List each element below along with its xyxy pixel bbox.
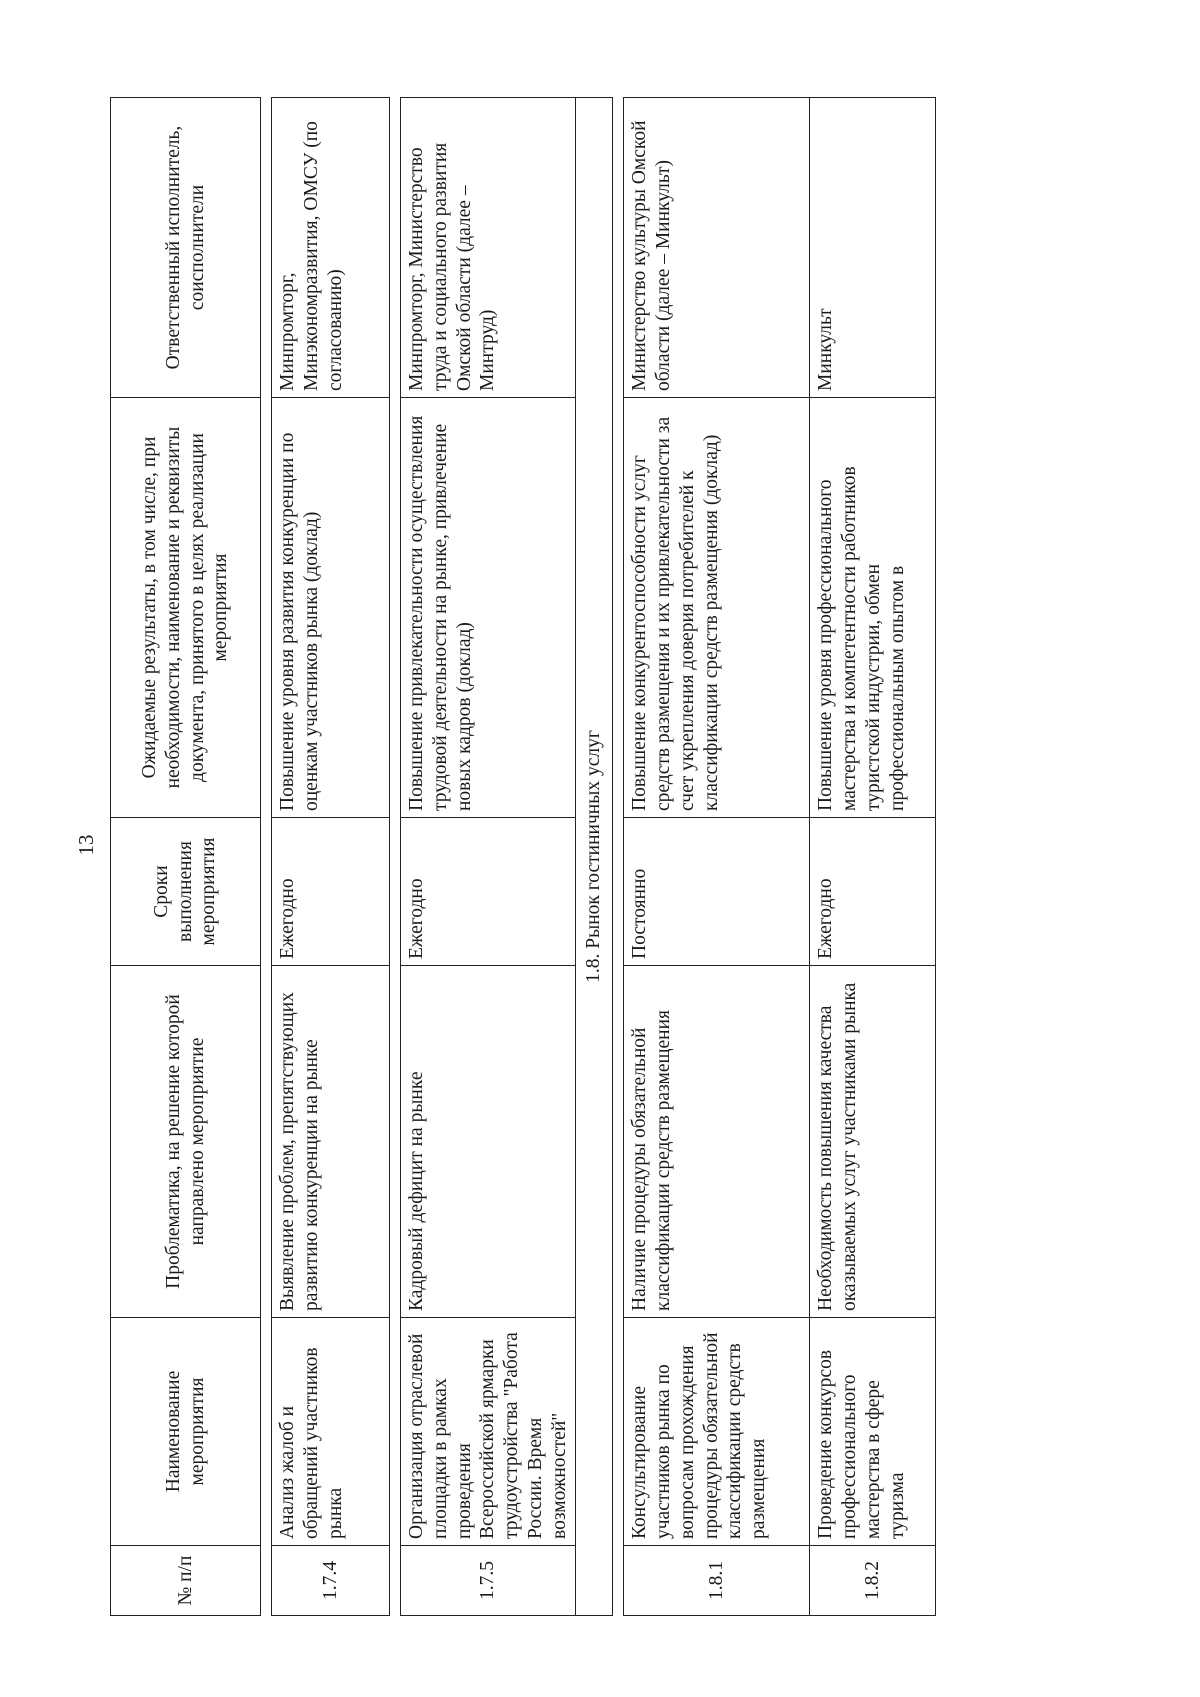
measures-table	[110, 97, 936, 1616]
table-header-row	[111, 98, 261, 1616]
header-name: Наименование мероприятия	[111, 1318, 261, 1546]
row-term: Ежегодно	[810, 818, 936, 966]
row-problem: Выявление проблем, препятствующих развитию конкуренции на рынке	[272, 966, 390, 1318]
table-row	[401, 98, 576, 1616]
row-problem: Кадровый дефицит на рынке	[401, 966, 576, 1318]
row-num: 1.8.2	[810, 1546, 936, 1616]
table-row	[272, 98, 390, 1616]
header-result: Ожидаемые результаты, в том числе, при необходимости, наименование и реквизиты документа, принятого в целях реализации мероприятия	[111, 398, 261, 818]
row-term: Ежегодно	[401, 818, 576, 966]
section-title: 1.8. Рынок гостиничных услуг	[576, 98, 613, 1616]
header-num: № п/п	[111, 1546, 261, 1616]
row-result: Повышение привлекательности осуществления трудовой деятельности на рынке, привлечение новых кадров (доклад)	[401, 398, 576, 818]
page-number: 13	[74, 834, 98, 856]
table-row	[624, 98, 810, 1616]
row-name: Организация отраслевой площадки в рамках проведения Всероссийской ярмарки трудоустройства "Работа России. Время возможностей"	[401, 1318, 576, 1546]
header-problem: Проблематика, на решение которой направлено мероприятие	[111, 966, 261, 1318]
row-responsible: Министерство культуры Омской области (далее – Минкульт)	[624, 98, 810, 398]
row-responsible: Минпромторг, Министерство труда и социального развития Омской области (далее – Минтруд)	[401, 98, 576, 398]
section-row	[576, 98, 613, 1616]
row-num: 1.7.5	[401, 1546, 576, 1616]
header-term: Сроки выполнения мероприятия	[111, 818, 261, 966]
row-name: Анализ жалоб и обращений участников рынка	[272, 1318, 390, 1546]
row-result: Повышение уровня развития конкуренции по оценкам участников рынка (доклад)	[272, 398, 390, 818]
row-problem: Необходимость повышения качества оказываемых услуг участниками рынка	[810, 966, 936, 1318]
rotated-table-container	[110, 98, 1050, 1616]
row-name: Проведение конкурсов профессионального мастерства в сфере туризма	[810, 1318, 936, 1546]
row-problem: Наличие процедуры обязательной классификации средств размещения	[624, 966, 810, 1318]
row-name: Консультирование участников рынка по вопросам прохождения процедуры обязательной классификации средств размещения	[624, 1318, 810, 1546]
row-responsible: Минкульт	[810, 98, 936, 398]
row-num: 1.7.4	[272, 1546, 390, 1616]
row-responsible: Минпромторг, Минэкономразвития, ОМСУ (по согласованию)	[272, 98, 390, 398]
table-row	[810, 98, 936, 1616]
header-responsible: Ответственный исполнитель, соисполнители	[111, 98, 261, 398]
row-result: Повышение конкурентоспособности услуг средств размещения и их привлекательности за счет укрепления доверия потребителей к классификации средств размещения (доклад)	[624, 398, 810, 818]
row-result: Повышение уровня профессионального мастерства и компетентности работников туристской индустрии, обмен профессиональным опытом в	[810, 398, 936, 818]
row-term: Постоянно	[624, 818, 810, 966]
row-num: 1.8.1	[624, 1546, 810, 1616]
row-term: Ежегодно	[272, 818, 390, 966]
